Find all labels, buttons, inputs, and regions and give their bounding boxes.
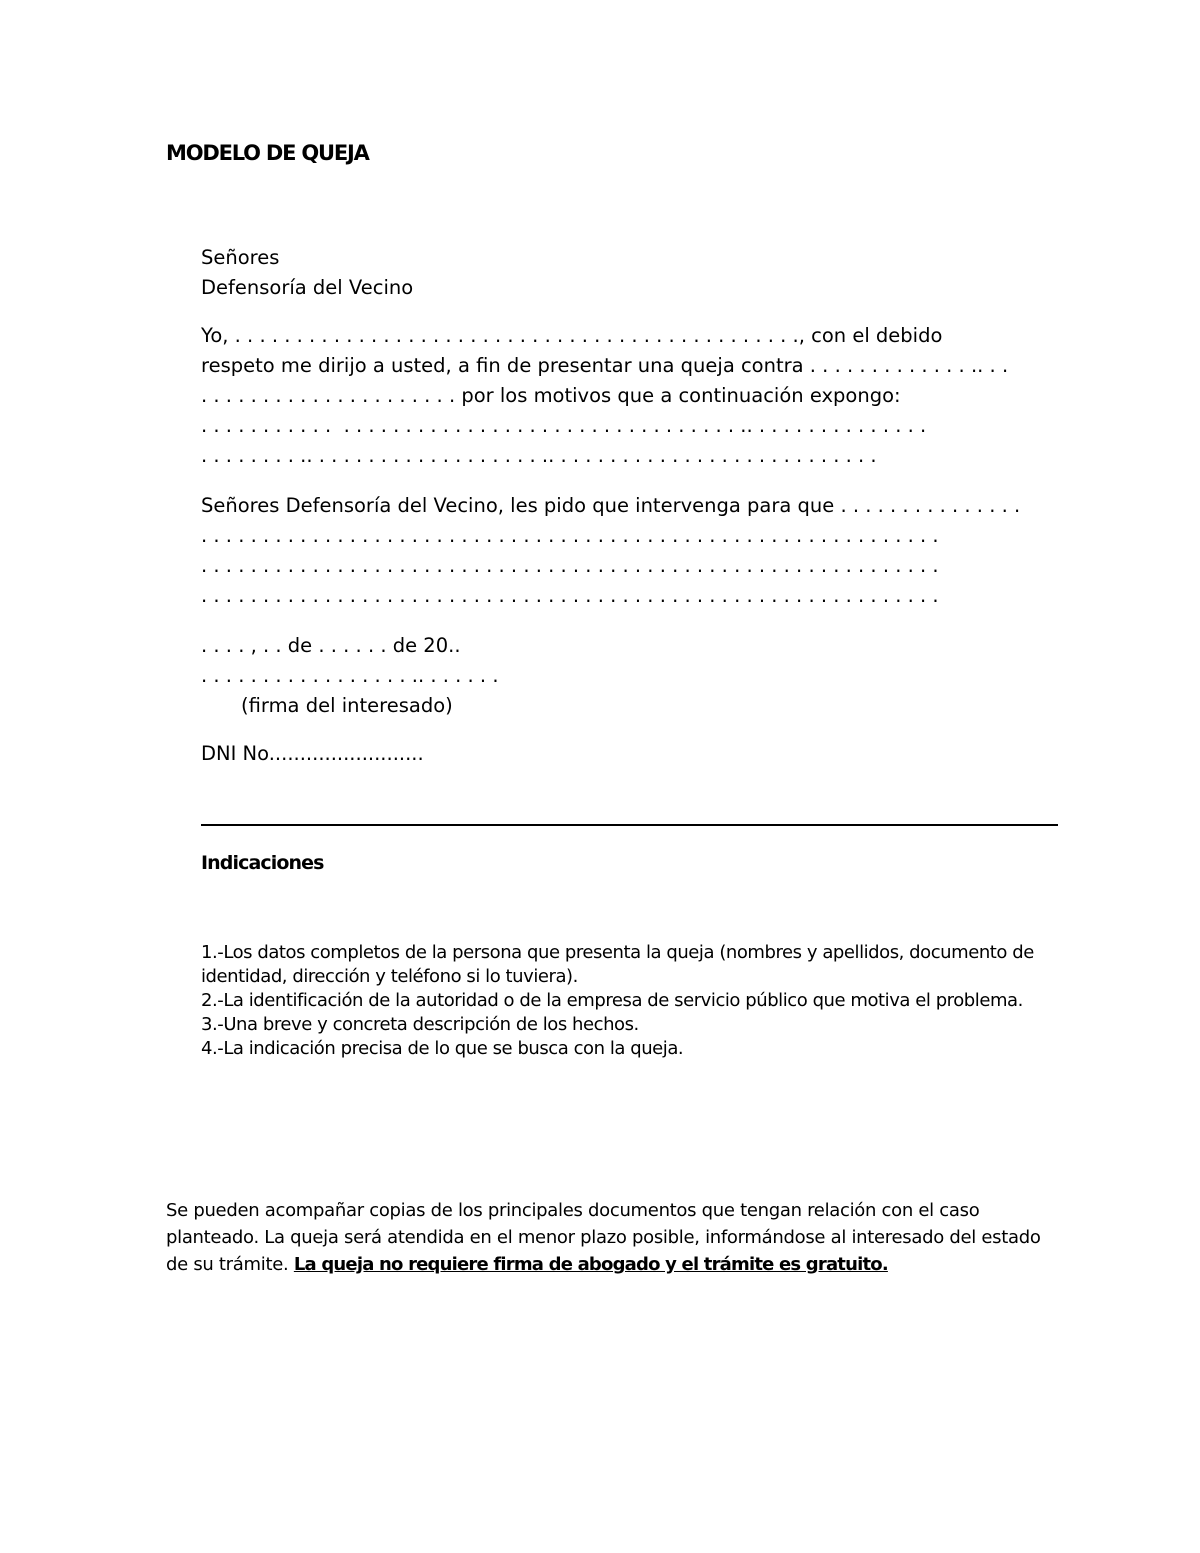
request-line: Señores Defensoría del Vecino, les pido que intervenga para que . . . . . . . . . . . . . . . bbox=[201, 494, 1021, 517]
letter-body-line: . . . . . . . . . . . . . . . . . . . . . . . . . . . . . . . . . . . . . . . . . . . .. . . . . . . . . . . . . . . bbox=[201, 414, 927, 437]
letter-body-line: . . . . . . . . . . . . . . . . . . . . . por los motivos que a continuación expongo: bbox=[201, 384, 901, 407]
request-line: . . . . . . . . . . . . . . . . . . . . . . . . . . . . . . . . . . . . . . . . . . . . . . . . . . . . . . . . . . . . bbox=[201, 584, 939, 607]
list-item: 2.-La identificación de la autoridad o de la empresa de servicio público que motiva el problema. bbox=[201, 990, 1023, 1011]
letter-salutation: Señores bbox=[201, 246, 280, 269]
signature-label: (firma del interesado) bbox=[241, 694, 453, 717]
letter-body-line: . . . . . . . . .. . . . . . . . . . . . . . . . . . . .. . . . . . . . . . . . . . . . . . . . . . . . . . . bbox=[201, 444, 877, 467]
indications-list bbox=[201, 941, 1051, 1061]
list-item: 3.-Una breve y concreta descripción de los hechos. bbox=[201, 1014, 639, 1035]
footer-text: Se pueden acompañar copias de los principales documentos que tengan relación con el caso planteado. La queja será atendida en el menor plazo posible, informándose al interesado del estado de su trámite. bbox=[166, 1200, 1041, 1275]
list-item: 1.-Los datos completos de la persona que presenta la queja (nombres y apellidos, documento de identidad, dirección y teléfono si lo tuviera). bbox=[201, 942, 1034, 987]
list-item: 4.-La indicación precisa de lo que se busca con la queja. bbox=[201, 1038, 684, 1059]
indications-heading: Indicaciones bbox=[201, 852, 324, 874]
letter-body bbox=[201, 243, 1061, 769]
footer-bold-note: La queja no requiere firma de abogado y el trámite es gratuito. bbox=[293, 1254, 888, 1275]
footer-note bbox=[166, 1197, 1046, 1278]
date-line: . . . . , . . de . . . . . . de 20.. bbox=[201, 634, 461, 657]
letter-body-line: Yo, . . . . . . . . . . . . . . . . . . . . . . . . . . . . . . . . . . . . . . . . . . . . . ., con el debido bbox=[201, 324, 943, 347]
document-title: MODELO DE QUEJA bbox=[166, 141, 369, 165]
letter-body-line: respeto me dirijo a usted, a fin de presentar una queja contra . . . . . . . . . . . . . .. . . bbox=[201, 354, 1009, 377]
letter-recipient: Defensoría del Vecino bbox=[201, 276, 414, 299]
request-line: . . . . . . . . . . . . . . . . . . . . . . . . . . . . . . . . . . . . . . . . . . . . . . . . . . . . . . . . . . . . bbox=[201, 524, 939, 547]
dni-line: DNI No......................... bbox=[201, 742, 424, 765]
signature-dots: . . . . . . . . . . . . . . . . . .. . . . . . . bbox=[201, 664, 499, 687]
section-divider bbox=[201, 824, 1058, 826]
request-line: . . . . . . . . . . . . . . . . . . . . . . . . . . . . . . . . . . . . . . . . . . . . . . . . . . . . . . . . . . . . bbox=[201, 554, 939, 577]
